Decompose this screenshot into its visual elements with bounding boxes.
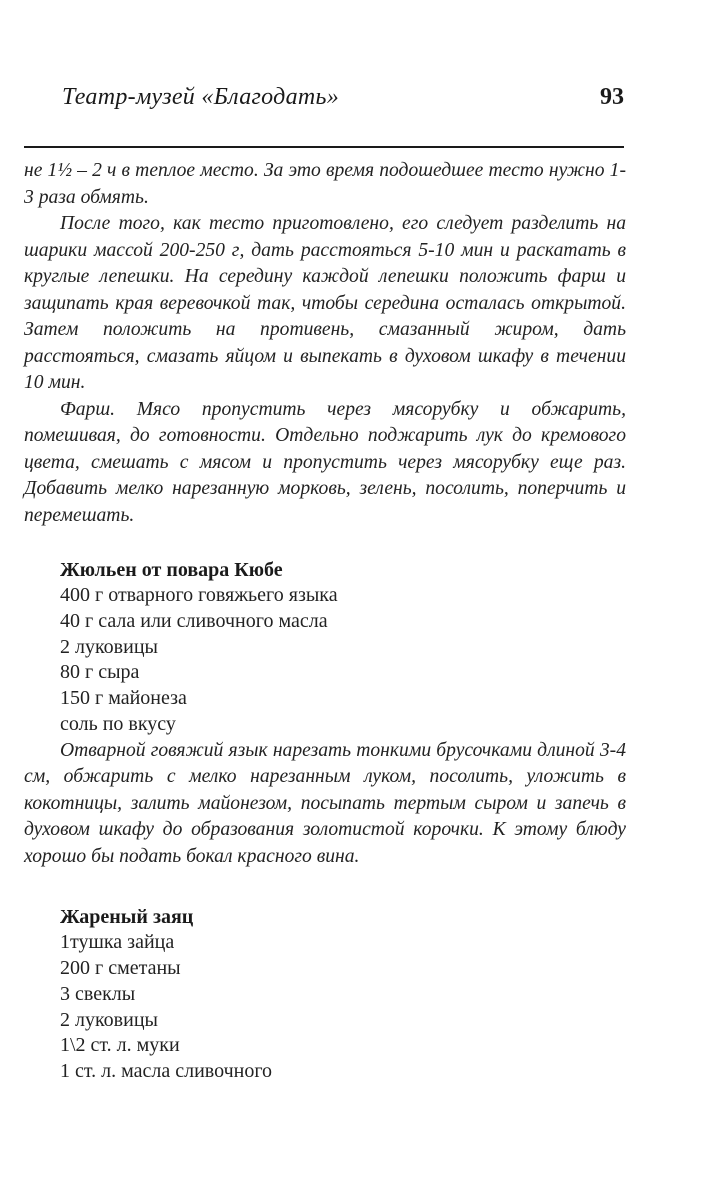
ingredient-list <box>60 583 626 738</box>
running-title: Театр-музей «Благодать» <box>62 84 340 110</box>
recipe-title: Жареный заяц <box>60 906 194 929</box>
running-header <box>62 84 624 124</box>
ingredient: 200 г сметаны <box>60 957 181 980</box>
ingredient: 1тушка зайца <box>60 931 175 954</box>
ingredient: соль по вкусу <box>60 712 176 735</box>
ingredient: 1\2 ст. л. муки <box>60 1034 180 1057</box>
body-text <box>24 158 626 1085</box>
recipe-method: Отварной говяжий язык нарезать тонкими брусочками длиной 3-4 см, обжарить с мелко нарезанным луком, посолить, уложить в кокотницы, залить майонезом, посыпать тертым сыром и запечь в духовом шкафу до образования золотистой корочки. К этому блюду хорошо бы подать бокал красного вина. <box>24 739 626 867</box>
paragraph: После того, как тесто приготовлено, его следует разделить на шарики массой 200-250 г, дать расстояться 5-10 мин и раскатать в круглые лепешки. На середину каждой лепешки положить фарш и защипать края веревочкой так, чтобы середина осталась открытой. Затем положить на противень, смазанный жиром, дать расстояться, смазать яйцом и выпекать в духовом шкафу в течении 10 мин. <box>24 213 626 393</box>
ingredient: 150 г майонеза <box>60 687 187 710</box>
ingredient: 80 г сыра <box>60 661 140 684</box>
paragraph: Фарш. Мясо пропустить через мясорубку и обжарить, помешивая, до готовности. Отдельно поджарить лук до кремового цвета, смешать с мясом и пропустить через мясорубку еще раз. Добавить мелко нарезанную морковь, зелень, посолить, поперчить и перемешать. <box>24 398 626 526</box>
recipe-fried-hare <box>24 904 626 1085</box>
recipe-julienne <box>24 557 626 870</box>
recipe-title: Жюльен от повара Кюбе <box>60 559 283 581</box>
ingredient: 400 г отварного говяжьего языка <box>60 584 338 606</box>
ingredient: 1 ст. л. масла сливочного <box>60 1060 273 1083</box>
ingredient: 3 свеклы <box>60 982 136 1005</box>
page-number: 93 <box>600 84 624 110</box>
paragraph: не 1½ – 2 ч в теплое место. За это время подошедшее тесто нужно 1-3 раза обмять. <box>24 160 626 208</box>
ingredient-list <box>60 930 626 1085</box>
ingredient: 2 луковицы <box>60 1008 158 1031</box>
header-rule <box>24 146 624 148</box>
ingredient: 2 луковицы <box>60 635 158 658</box>
ingredient: 40 г сала или сливочного масла <box>60 609 328 632</box>
